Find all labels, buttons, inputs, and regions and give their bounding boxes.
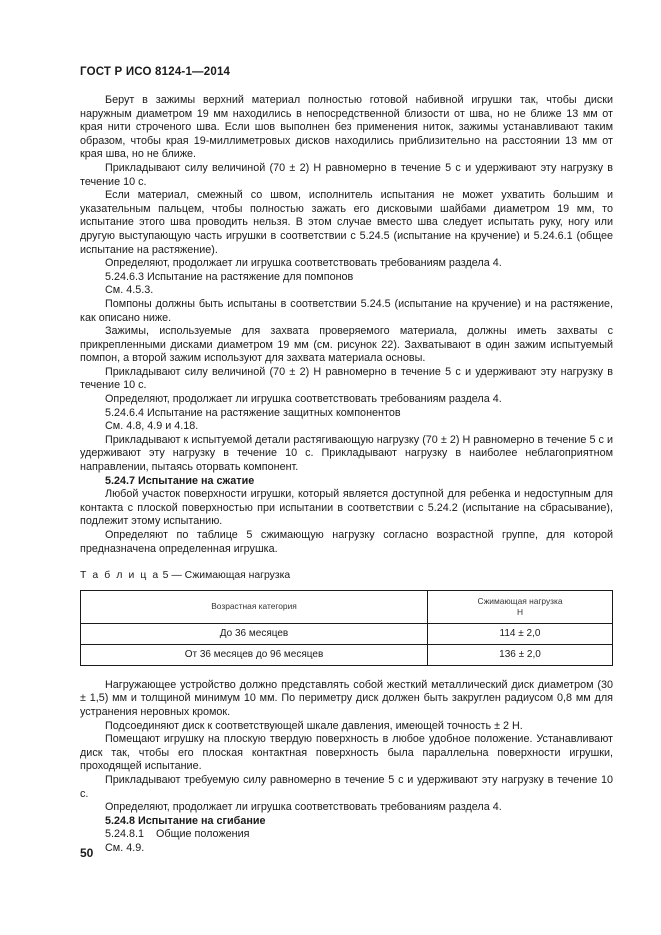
table-row [81, 644, 613, 665]
paragraph: Определяют, продолжает ли игрушка соответствовать требованиям раздела 4. [105, 393, 502, 406]
subsection-heading: 5.24.8.1 Общие положения [105, 828, 250, 841]
page-number: 50 [80, 846, 94, 860]
paragraph: Определяют по таблице 5 сжимающую нагрузку согласно возрастной группе, для которой предназначена определенная игрушка. [80, 529, 613, 555]
paragraph: Определяют, продолжает ли игрушка соответствовать требованиям раздела 4. [105, 257, 502, 270]
subsection-heading: 5.24.6.4 Испытание на растяжение защитных компонентов [105, 406, 401, 419]
table-header-age: Возрастная категория [81, 590, 428, 623]
table-header-load [428, 590, 613, 623]
paragraph: Если материал, смежный со швом, исполнитель испытания не может ухватить большим и указательным пальцем, чтобы полностью зажать его дисковыми шайбами диаметром 19 мм, то испытание этого шва проводить нельзя. В этом случае вместо шва следует испытать руку, ногу или другую выступающую часть игрушки в соответствии с 5.24.5 (испытание на кручение) и 5.24.6.1 (общее испытание на растяжение). [80, 189, 613, 256]
section-heading: 5.24.8 Испытание на сгибание [105, 814, 266, 827]
reference: См. 4.9. [105, 841, 145, 854]
table-row [81, 623, 613, 644]
table-header-load-label: Сжимающая нагрузка [477, 595, 563, 606]
table-cell: 136 ± 2,0 [428, 644, 613, 665]
paragraph: Прикладывают требуемую силу равномерно в течение 5 с и удерживают эту нагрузку в течение 10 с. [80, 773, 613, 800]
paragraph: Берут в зажимы верхний материал полностью готовой набивной игрушки так, чтобы диски наружным диаметром 19 мм находились в непосредственной близости от шва, но не ближе 13 мм от края нити строченого шва. Если шов выполнен без применения ниток, зажимы устанавливают таким образом, чтобы края 19-миллиметровых дисков находились приблизительно на расстоянии 13 мм от края шва, но не ближе. [80, 94, 613, 161]
paragraph: Прикладывают к испытуемой детали растягивающую нагрузку (70 ± 2) Н равномерно в течение 5 с и удерживают эту нагрузку в течение 10 с. Прикладывают нагрузку в наиболее неблагоприятном направлении, пытаясь оторвать компонент. [80, 433, 613, 474]
paragraph: Прикладывают силу величиной (70 ± 2) Н равномерно в течение 5 с и удерживают эту нагрузку в течение 10 с. [80, 161, 613, 188]
paragraph: Подсоединяют диск к соответствующей шкале давления, имеющей точность ± 2 Н. [105, 719, 523, 732]
paragraph: Прикладывают силу величиной (70 ± 2) Н равномерно в течение 5 с и удерживают эту нагрузку в течение 10 с. [80, 365, 613, 392]
document-header: ГОСТ Р ИСО 8124-1—2014 [80, 66, 231, 78]
table-caption [80, 569, 613, 583]
paragraph: Определяют, продолжает ли игрушка соответствовать требованиям раздела 4. [105, 801, 502, 814]
table-cell: До 36 месяцев [81, 623, 428, 644]
paragraph: Помпоны должны быть испытаны в соответствии 5.24.5 (испытание на кручение) и на растяжение, как описано ниже. [80, 297, 613, 324]
subsection-heading: 5.24.6.3 Испытание на растяжение для помпонов [105, 270, 354, 283]
table-header-load-unit: Н [516, 606, 524, 617]
table-caption-prefix: Т а б л и ц а [80, 570, 160, 582]
paragraph: Зажимы, используемые для захвата проверяемого материала, должны иметь захваты с прикрепленными дисками диаметром 19 мм (см. рисунок 22). Захватывают в один зажим испытуемый помпон, а второй зажим используют для захвата материала основы. [80, 325, 613, 365]
table-cell: 114 ± 2,0 [428, 623, 613, 644]
compression-load-table [80, 590, 613, 666]
document-body [80, 94, 613, 856]
table-caption-text: 5 — Сжимающая нагрузка [159, 570, 291, 582]
table-header-row [81, 590, 613, 623]
section-heading: 5.24.7 Испытание на сжатие [105, 474, 255, 487]
reference: См. 4.8, 4.9 и 4.18. [105, 420, 199, 433]
reference: См. 4.5.3. [105, 284, 154, 297]
paragraph: Нагружающее устройство должно представлять собой жесткий металлический диск диаметром (30 ± 1,5) мм и толщиной минимум 10 мм. По периметру диск должен быть закруглен радиусом 0,8 мм для устранения неровных кромок. [80, 678, 613, 718]
paragraph: Помещают игрушку на плоскую твердую поверхность в любое удобное положение. Устанавливают диск так, чтобы его плоская контактная поверхность была параллельна поверхности игрушки, проходящей испытание. [80, 733, 613, 773]
table-cell: От 36 месяцев до 96 месяцев [81, 644, 428, 665]
paragraph: Любой участок поверхности игрушки, который является доступной для ребенка и недоступным для контакта с плоской поверхностью при испытании в соответствии с 5.24.2 (испытание на сбрасывание), подлежит этому испытанию. [80, 488, 613, 528]
